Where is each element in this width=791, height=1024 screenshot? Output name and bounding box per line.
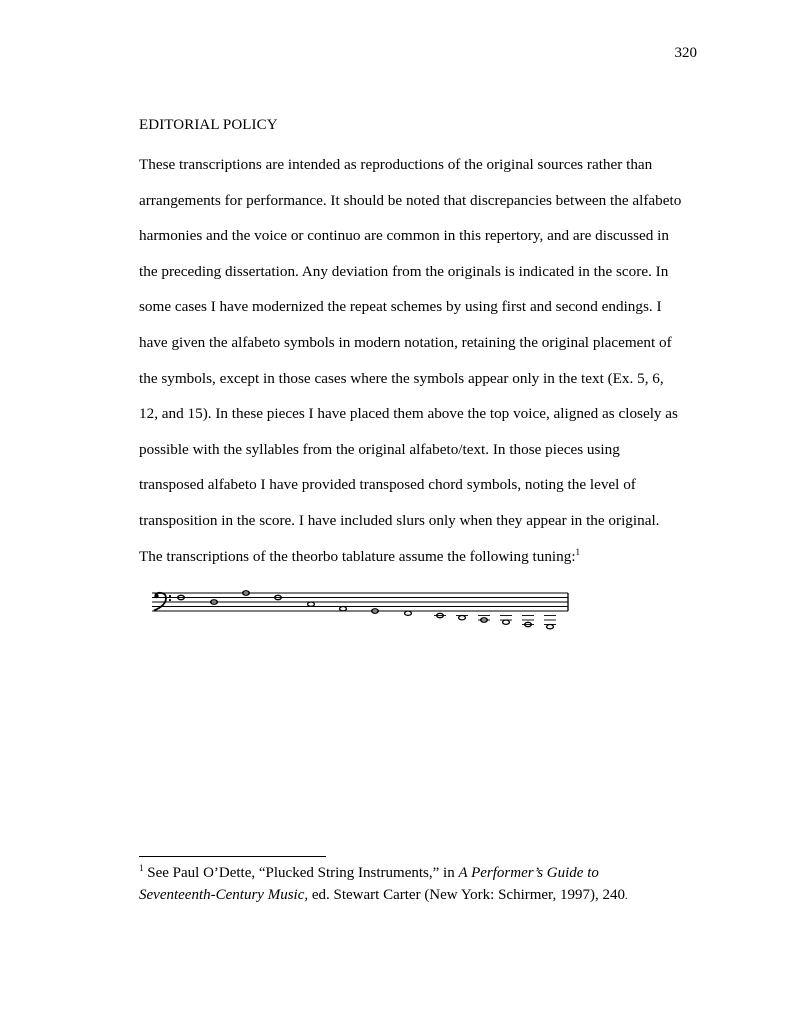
body-text: [139, 156, 705, 583]
footnote-marker: 1: [139, 863, 144, 873]
page-number: 320: [674, 45, 697, 61]
whole-note: [459, 616, 466, 620]
body-line: the preceding dissertation. Any deviation from the originals is indicated in the score. In: [139, 262, 669, 280]
body-line: possible with the syllables from the original alfabeto/text. In those pieces using: [139, 440, 620, 458]
footnote-reference: 1: [575, 546, 581, 557]
body-line: the symbols, except in those cases where the symbols appear only in the text (Ex. 5, 6,: [139, 369, 664, 387]
body-line: transposition in the score. I have included slurs only when they appear in the original.: [139, 511, 660, 529]
body-line: arrangements for performance. It should be noted that discrepancies between the alfabeto: [139, 191, 682, 209]
theorbo-tuning-staff: [150, 582, 572, 632]
footnote-book-title: A Performer’s Guide to: [458, 865, 599, 881]
whole-note: [547, 625, 554, 629]
footnote: [139, 862, 699, 908]
whole-note: [405, 611, 412, 615]
footnote-citation: , ed. Stewart Carter (New York: Schirmer, 1997), 240: [304, 887, 625, 903]
body-line-last: [139, 548, 705, 584]
body-line: harmonies and the voice or continuo are common in this repertory, and are discussed in: [139, 227, 669, 245]
footnote-end-period: .: [624, 891, 628, 902]
whole-note: [308, 602, 315, 606]
footnote-separator: [139, 856, 326, 857]
footnote-text: See Paul O’Dette, “Plucked String Instruments,” in: [143, 865, 459, 881]
whole-note: [503, 620, 510, 624]
body-line-text: The transcriptions of the theorbo tablature assume the following tuning:: [139, 547, 576, 565]
whole-notes: [178, 591, 554, 629]
body-line: some cases I have modernized the repeat schemes by using first and second endings. I: [139, 298, 662, 316]
whole-note: [340, 607, 347, 611]
ledger-lines: [434, 616, 556, 625]
body-line: These transcriptions are intended as reproductions of the original sources rather than: [139, 156, 653, 173]
body-line: transposed alfabeto I have provided transposed chord symbols, noting the level of: [139, 476, 636, 494]
footnote-book-title-cont: Seventeenth-Century Music: [139, 887, 305, 903]
section-heading: EDITORIAL POLICY: [139, 117, 278, 133]
body-line: have given the alfabeto symbols in modern notation, retaining the original placement of: [139, 333, 672, 351]
body-line: 12, and 15). In these pieces I have placed them above the top voice, aligned as closely as: [139, 405, 678, 423]
